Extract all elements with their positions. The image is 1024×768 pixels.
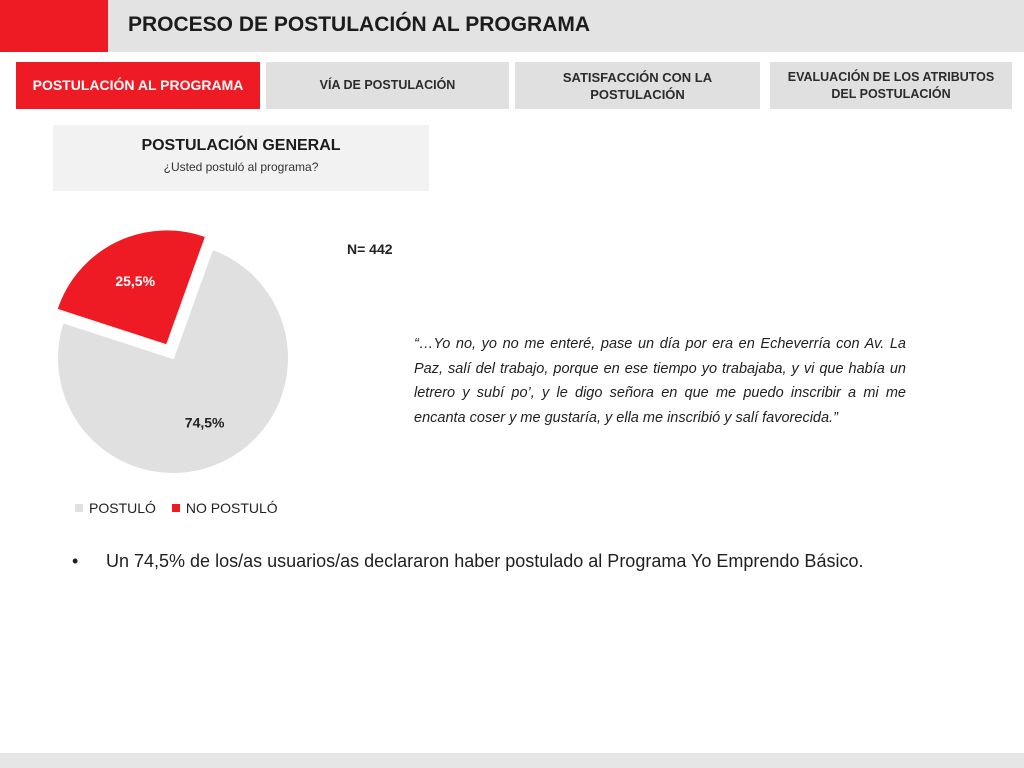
page-title: PROCESO DE POSTULACIÓN AL PROGRAMA — [128, 13, 591, 36]
tab-label: VÍA DE POSTULACIÓN — [319, 78, 456, 92]
testimonial-quote: “…Yo no, yo no me enteré, pase un día por era en Echeverría con Av. La Paz, salí del trabajo, porque en ese tiempo yo trabajaba, y vi que había un letrero y subí po’, y le digo señora en que me puedo inscribir a mi me encanta coser y me gustaría, y ella me inscribió y salí favorecida.” — [414, 336, 906, 426]
legend-label: NO POSTULÓ — [185, 500, 278, 516]
bullet-text: Un 74,5% de los/as usuarios/as declararon haber postulado al Programa Yo Emprendo Básico. — [106, 551, 864, 571]
section-question: ¿Usted postuló al programa? — [163, 160, 319, 174]
tab-evaluacion-de-los-atributos[interactable] — [770, 62, 1012, 109]
header-accent — [0, 0, 108, 52]
tab-postulacion-al-programa[interactable] — [16, 62, 260, 109]
data-label-no-postulo: 25,5% — [115, 272, 156, 289]
data-label-postulo: 74,5% — [184, 414, 225, 431]
chart-legend — [75, 500, 294, 516]
legend-item-postulo — [75, 500, 156, 516]
section-header — [53, 125, 429, 191]
tab-label: EVALUACIÓN DE LOS ATRIBUTOS DEL POSTULACIÓN — [787, 69, 995, 101]
bullet-item — [72, 551, 992, 572]
legend-item-no-postulo — [172, 500, 278, 516]
tab-label: SATISFACCIÓN CON LA POSTULACIÓN — [562, 69, 713, 102]
tab-satisfaccion-con-la-postulacion[interactable] — [515, 62, 760, 109]
legend-label: POSTULÓ — [89, 500, 156, 516]
pie-chart — [40, 225, 310, 495]
legend-swatch-postulo — [75, 504, 83, 512]
tab-via-de-postulacion[interactable] — [266, 62, 509, 109]
legend-swatch-no-postulo — [172, 504, 180, 512]
bullet-dot-icon: • — [72, 551, 79, 571]
footer-bar — [0, 753, 1024, 768]
section-title: POSTULACIÓN GENERAL — [141, 137, 341, 154]
sample-size: N= 442 — [347, 241, 393, 257]
tab-label: POSTULACIÓN AL PROGRAMA — [32, 77, 244, 93]
